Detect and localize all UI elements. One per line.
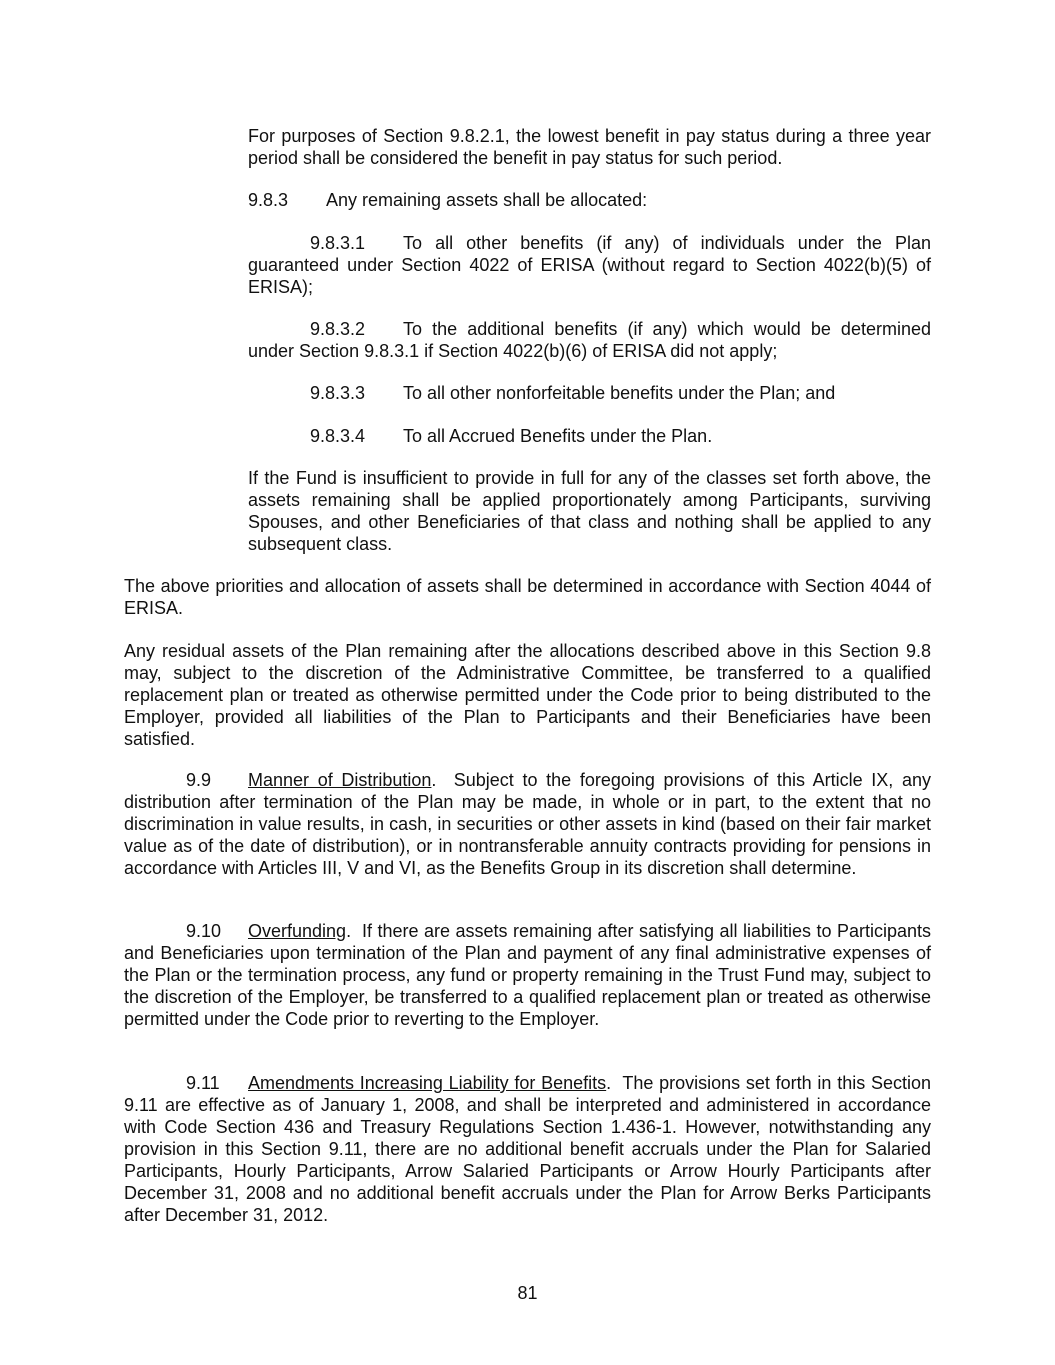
section-9-8-3-2 bbox=[248, 318, 931, 362]
section-text: To all other nonforfeitable benefits under the Plan; and bbox=[403, 383, 836, 403]
section-9-10: 9.10 Overfunding. If there are assets remaining after satisfying all liabilities to Participants and Beneficiaries upon termination of the Plan and payment of any final administrative expenses of the Plan or the termination process, any fund or property remaining in the Trust Fund may, subject to the discretion of the Employer, be transferred to a qualified replacement plan or treated as otherwise permitted under the Code prior to reverting to the Employer. bbox=[124, 921, 931, 1029]
section-9-8-3 bbox=[248, 189, 931, 211]
section-text: To all other benefits (if any) of individuals under the Plan guaranteed under Section 4022 of ERISA (without regard to Section 4022(b)(5) of ERISA); bbox=[248, 233, 931, 297]
section-9-8-3-1 bbox=[248, 232, 931, 298]
section-heading: Overfunding bbox=[248, 921, 347, 941]
paragraph-pay-status bbox=[248, 125, 931, 169]
section-text: Subject to the foregoing provisions of this Article IX, any distribution after termination of the Plan may be made, in whole or in part, to the extent that no discrimination in value results, in cash, in securities or other assets in kind (based on their fair market value as of the date of distribution), or in nontransferable annuity contracts providing for pensions in accordance with Articles III, V and VI, as the Benefits Group in its discretion shall determine. bbox=[124, 770, 931, 878]
paragraph-text: If the Fund is insufficient to provide in full for any of the classes set forth above, the assets remaining shall be applied proportionately among Participants, surviving Spouses, and other Beneficiaries of that class and nothing shall be applied to any subsequent class. bbox=[248, 468, 931, 554]
section-heading: Manner of Distribution bbox=[248, 770, 432, 790]
section-number: 9.8.3.2 bbox=[310, 319, 366, 339]
paragraph-priorities bbox=[124, 575, 931, 619]
section-text: To the additional benefits (if any) which would be determined under Section 9.8.3.1 if Section 4022(b)(6) of ERISA did not apply; bbox=[248, 319, 931, 361]
paragraph-insufficient-fund bbox=[248, 467, 931, 555]
section-number: 9.8.3.4 bbox=[310, 426, 366, 446]
section-text: To all Accrued Benefits under the Plan. bbox=[403, 426, 713, 446]
section-text: If there are assets remaining after satisfying all liabilities to Participants and Beneficiaries upon termination of the Plan and payment of any final administrative expenses of the Plan or the termination process, any fund or property remaining in the Trust Fund may, subject to the discretion of the Employer, be transferred to a qualified replacement plan or treated as otherwise permitted under the Code prior to reverting to the Employer. bbox=[124, 921, 931, 1029]
section-9-8-3-3 bbox=[248, 382, 931, 404]
paragraph-text: For purposes of Section 9.8.2.1, the lowest benefit in pay status during a three year period shall be considered the benefit in pay status for such period. bbox=[248, 126, 931, 168]
section-number: 9.9 bbox=[186, 770, 212, 790]
section-number: 9.8.3 bbox=[248, 190, 289, 210]
section-number: 9.11 bbox=[186, 1073, 220, 1093]
section-number: 9.8.3.1 bbox=[310, 233, 366, 253]
section-number: 9.10 bbox=[186, 921, 222, 941]
section-9-9: 9.9 Manner of Distribution. Subject to the foregoing provisions of this Article IX, any distribution after termination of the Plan may be made, in whole or in part, to the extent that no discrimination in value results, in cash, in securities or other assets in kind (based on their fair market value as of the date of distribution), or in nontransferable annuity contracts providing for pensions in accordance with Articles III, V and VI, as the Benefits Group in its discretion shall determine. bbox=[124, 770, 931, 878]
section-text: Any remaining assets shall be allocated: bbox=[326, 190, 648, 210]
page-number: 81 bbox=[517, 1283, 538, 1303]
paragraph-residual-assets bbox=[124, 640, 931, 750]
section-9-8-3-4 bbox=[248, 425, 931, 447]
section-heading: Amendments Increasing Liability for Benefits bbox=[248, 1073, 607, 1093]
paragraph-text: The above priorities and allocation of assets shall be determined in accordance with Section 4044 of ERISA. bbox=[124, 576, 931, 618]
paragraph-text: Any residual assets of the Plan remaining after the allocations described above in this Section 9.8 may, subject to the discretion of the Administrative Committee, be transferred to a qualified replacement plan or treated as otherwise permitted under the Code prior to being distributed to the Employer, provided all liabilities of the Plan to Participants and their Beneficiaries have been satisfied. bbox=[124, 641, 931, 749]
section-9-11: 9.11 Amendments Increasing Liability for Benefits. The provisions set forth in this Section 9.11 are effective as of January 1, 2008, and shall be interpreted and administered in accordance with Code Section 436 and Treasury Regulations Section 1.436-1. However, notwithstanding any provision in this Section 9.11, there are no additional benefit accruals under the Plan for Salaried Participants, Hourly Participants, Arrow Salaried Participants or Arrow Hourly Participants after December 31, 2008 and no additional benefit accruals under the Plan for Arrow Berks Participants after December 31, 2012. bbox=[124, 1073, 931, 1225]
section-number: 9.8.3.3 bbox=[310, 383, 366, 403]
section-text: The provisions set forth in this Section 9.11 are effective as of January 1, 2008, and shall be interpreted and administered in accordance with Code Section 436 and Treasury Regulations Section 1.436-1. However, notwithstanding any provision in this Section 9.11, there are no additional benefit accruals under the Plan for Salaried Participants, Hourly Participants, Arrow Salaried Participants or Arrow Hourly Participants after December 31, 2008 and no additional benefit accruals under the Plan for Arrow Berks Participants after December 31, 2012. bbox=[124, 1073, 931, 1225]
